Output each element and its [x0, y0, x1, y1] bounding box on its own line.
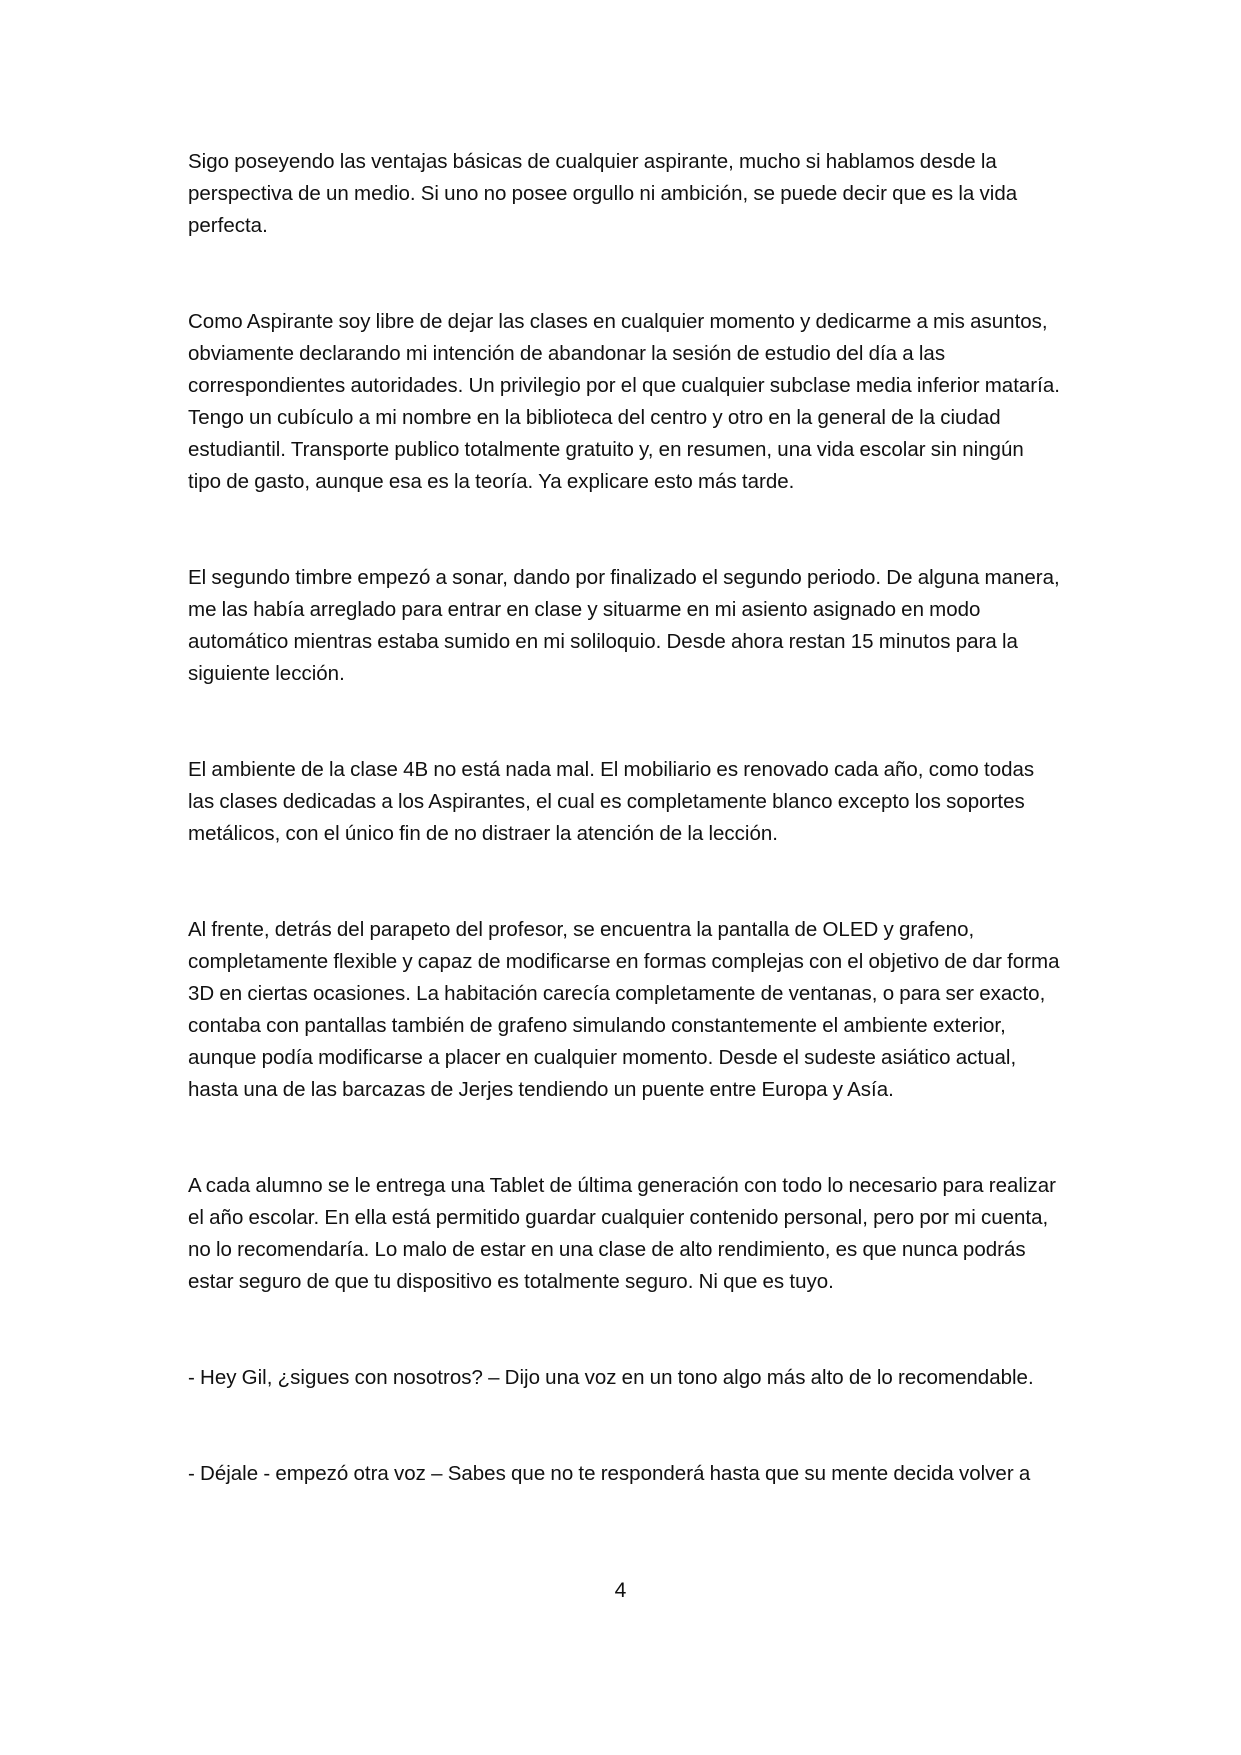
paragraph-4: El ambiente de la clase 4B no está nada mal. El mobiliario es renovado cada año, como todas las clases dedicadas a los Aspirantes, el cual es completamente blanco excepto los soportes metálicos, con el único fin de no distraer la atención de la lección.	[188, 758, 1035, 845]
dialogue-line-1: - Hey Gil, ¿sigues con nosotros? – Dijo una voz en un tono algo más alto de lo recomendable.	[188, 1366, 1034, 1389]
body-text	[188, 146, 1060, 1490]
paragraph-6: A cada alumno se le entrega una Tablet de última generación con todo lo necesario para realizar el año escolar. En ella está permitido guardar cualquier contenido personal, pero por mi cuenta, no lo recomendaría. Lo malo de estar en una clase de alto rendimiento, es que nunca podrás estar seguro de que tu dispositivo es totalmente seguro. Ni que es tuyo.	[188, 1174, 1056, 1293]
paragraph-2: Como Aspirante soy libre de dejar las clases en cualquier momento y dedicarme a mis asuntos, obviamente declarando mi intención de abandonar la sesión de estudio del día a las correspondientes autoridades. Un privilegio por el que cualquier subclase media inferior mataría. Tengo un cubículo a mi nombre en la biblioteca del centro y otro en la general de la ciudad estudiantil. Transporte publico totalmente gratuito y, en resumen, una vida escolar sin ningún tipo de gasto, aunque esa es la teoría. Ya explicare esto más tarde.	[188, 310, 1060, 493]
dialogue-line-2: - Déjale - empezó otra voz – Sabes que no te responderá hasta que su mente decida volver a	[188, 1462, 1031, 1485]
page-number: 4	[614, 1579, 627, 1602]
paragraph-1: Sigo poseyendo las ventajas básicas de cualquier aspirante, mucho si hablamos desde la perspectiva de un medio. Si uno no posee orgullo ni ambición, se puede decir que es la vida perfecta.	[188, 150, 1018, 237]
paragraph-3: El segundo timbre empezó a sonar, dando por finalizado el segundo periodo. De alguna manera, me las había arreglado para entrar en clase y situarme en mi asiento asignado en modo automático mientras estaba sumido en mi soliloquio. Desde ahora restan 15 minutos para la siguiente lección.	[188, 566, 1060, 685]
paragraph-5: Al frente, detrás del parapeto del profesor, se encuentra la pantalla de OLED y grafeno, completamente flexible y capaz de modificarse en formas complejas con el objetivo de dar forma 3D en ciertas ocasiones. La habitación carecía completamente de ventanas, o para ser exacto, contaba con pantallas también de grafeno simulando constantemente el ambiente exterior, aunque podía modificarse a placer en cualquier momento. Desde el sudeste asiático actual, hasta una de las barcazas de Jerjes tendiendo un puente entre Europa y Asía.	[188, 918, 1060, 1101]
